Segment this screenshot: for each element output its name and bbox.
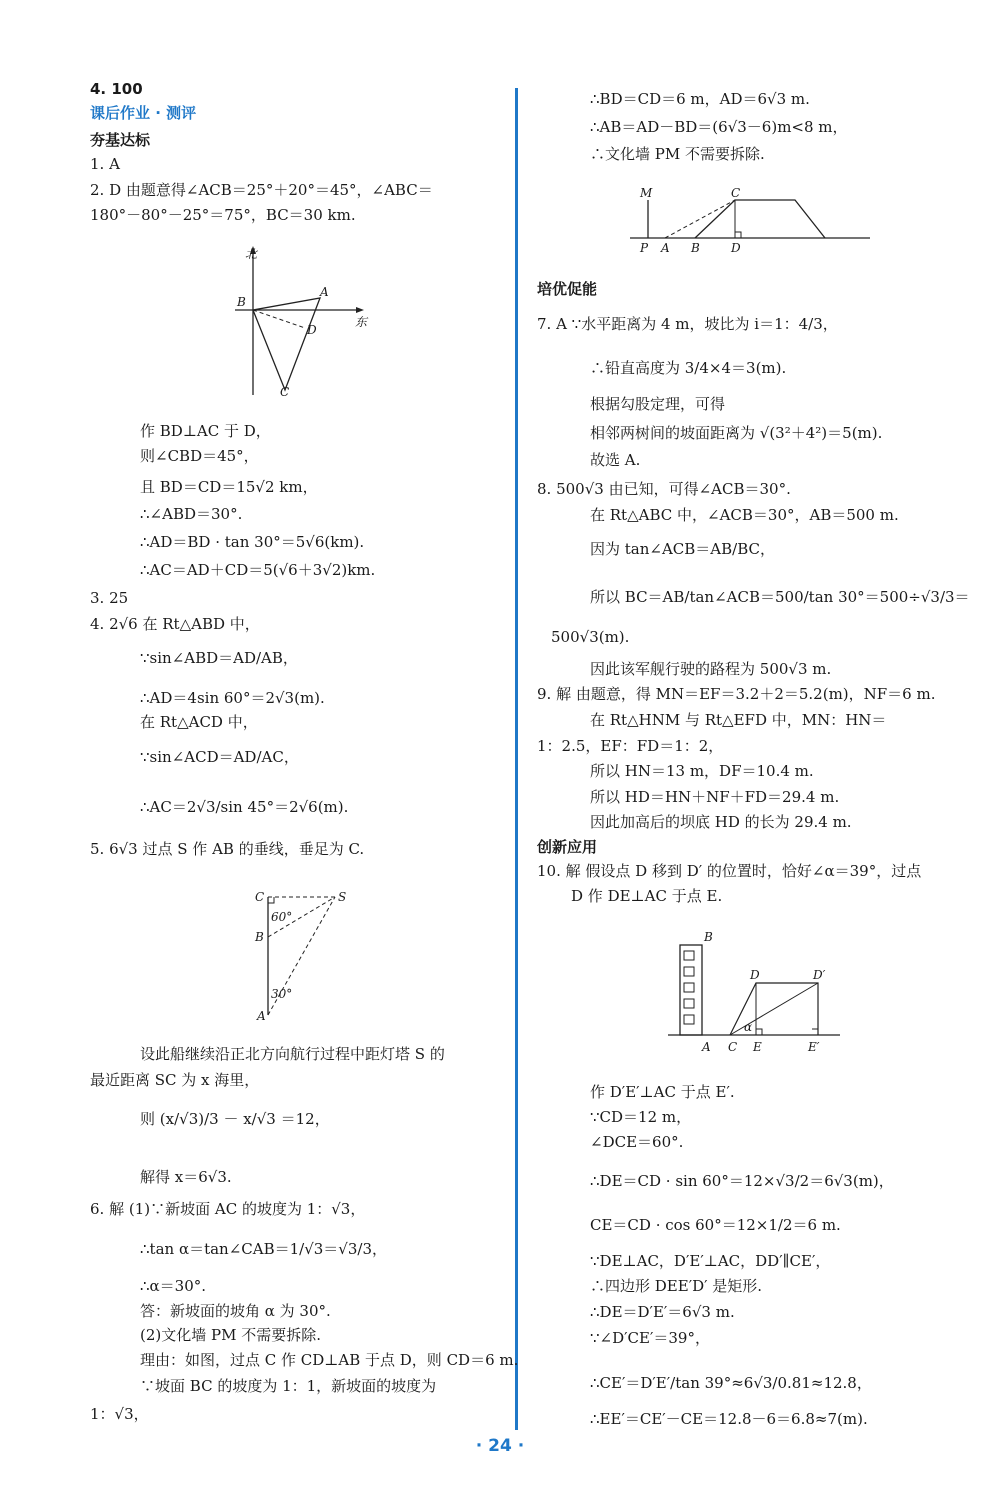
- left-text-line: 理由：如图，过点 C 作 CD⊥AB 于点 D，则 CD＝6 m.: [140, 1351, 519, 1369]
- right-text-line: 所以 HD＝HN＋NF＋FD＝29.4 m.: [590, 788, 840, 806]
- figure-bearing-triangle: [225, 240, 368, 400]
- right-text-line: D 作 DE⊥AC 于点 E.: [571, 887, 723, 905]
- left-text-line: 在 Rt△ACD 中，: [140, 713, 258, 731]
- left-text-line: ∴AC＝AD＋CD＝5(√6＋3√2)km.: [140, 561, 376, 579]
- right-text-line: 7. A ∵水平距离为 4 m，坡比为 i＝1：4/3，: [537, 315, 838, 333]
- fig1-north-label: 北: [245, 247, 258, 261]
- fig4-A-label: A: [702, 1040, 711, 1054]
- right-text-line: ∴DE＝CD · sin 60°＝12×√3/2＝6√3(m)，: [590, 1172, 894, 1190]
- fig4-Dprime-label: D′: [813, 968, 826, 982]
- right-text-line: 在 Rt△HNM 与 Rt△EFD 中，MN：HN＝: [590, 711, 887, 729]
- left-text-line: ∵坡面 BC 的坡度为 1：1，新坡面的坡度为: [140, 1377, 437, 1395]
- fig3-C-label: C: [731, 186, 741, 200]
- right-text-line: CE＝CD · cos 60°＝12×1/2＝6 m.: [590, 1216, 841, 1234]
- fig2-angle60: 60°: [271, 910, 293, 924]
- right-text-line: 因此加高后的坝底 HD 的长为 29.4 m.: [590, 813, 852, 831]
- figure-building: [668, 925, 843, 1055]
- left-text-line: 1. A: [90, 155, 120, 173]
- left-text-line: 2. D 由题意得∠ACB＝25°＋20°＝45°，∠ABC＝: [90, 181, 433, 199]
- fig2-A-label: A: [257, 1009, 266, 1023]
- right-text-line: 8. 500√3 由已知，可得∠ACB＝30°.: [537, 480, 791, 498]
- fig3-B-label: B: [691, 241, 700, 255]
- fig1-C-label: C: [280, 385, 290, 399]
- left-text-line: ∴∠ABD＝30°.: [140, 505, 243, 523]
- right-text-line: 故选 A.: [590, 451, 641, 469]
- figure-embankment: [630, 180, 875, 255]
- right-text-line: ∴四边形 DEE′D′ 是矩形.: [590, 1277, 763, 1295]
- fig1-A-label: A: [320, 285, 329, 299]
- right-text-line: 培优促能: [537, 280, 598, 298]
- fig4-E-label: E: [753, 1040, 762, 1054]
- right-text-line: ∴文化墙 PM 不需要拆除.: [590, 145, 765, 163]
- left-text-line: 且 BD＝CD＝15√2 km，: [140, 478, 318, 496]
- right-text-line: 作 D′E′⊥AC 于点 E′.: [590, 1083, 735, 1101]
- right-text-line: 因此该军舰行驶的路程为 500√3 m.: [590, 660, 832, 678]
- left-text-line: 夯基达标: [90, 131, 151, 149]
- left-text-line: ∴α＝30°.: [140, 1277, 207, 1295]
- right-text-line: ∴BD＝CD＝6 m，AD＝6√3 m.: [590, 90, 810, 108]
- fig1-D-label: D: [307, 323, 317, 337]
- left-text-line: 则∠CBD＝45°，: [140, 447, 259, 465]
- fig4-C-label: C: [728, 1040, 738, 1054]
- right-text-line: 相邻两树间的坡面距离为 √(3²＋4²)＝5(m).: [590, 424, 883, 442]
- fig3-M-label: M: [640, 186, 653, 200]
- left-text-line: 180°－80°－25°＝75°，BC＝30 km.: [90, 206, 356, 224]
- left-text-line: 最近距离 SC 为 x 海里，: [90, 1071, 260, 1089]
- right-text-line: 10. 解 假设点 D 移到 D′ 的位置时，恰好∠α＝39°，过点: [537, 862, 922, 880]
- fig3-A-label: A: [661, 241, 670, 255]
- right-text-line: ∴AB＝AD－BD＝(6√3－6)m<8 m，: [590, 118, 848, 136]
- right-text-line: 所以 HN＝13 m，DF＝10.4 m.: [590, 762, 814, 780]
- right-text-line: ∠DCE＝60°.: [590, 1133, 684, 1151]
- right-text-line: ∵∠D′CE′＝39°，: [590, 1329, 710, 1347]
- right-text-line: 9. 解 由题意，得 MN＝EF＝3.2＋2＝5.2(m)，NF＝6 m.: [537, 685, 936, 703]
- right-text-line: ∴EE′＝CE′－CE＝12.8－6＝6.8≈7(m).: [590, 1410, 868, 1428]
- right-text-line: 所以 BC＝AB/tan∠ACB＝500/tan 30°＝500÷√3/3＝: [590, 588, 970, 606]
- fig2-B-label: B: [255, 930, 264, 944]
- left-text-line: 1：√3，: [90, 1405, 149, 1423]
- right-text-line: 1：2.5，EF：FD＝1：2，: [537, 737, 724, 755]
- fig2-C-label: C: [255, 890, 265, 904]
- right-text-line: ∵DE⊥AC，D′E′⊥AC，DD′∥CE′，: [590, 1252, 831, 1270]
- fig4-alpha-label: α: [744, 1020, 753, 1034]
- fig2-S-label: S: [338, 890, 347, 904]
- figure-lighthouse: [250, 885, 360, 1025]
- fig2-angle30: 30°: [271, 987, 293, 1001]
- page-number: · 24 ·: [475, 1436, 525, 1456]
- fig1-east-label: 东: [355, 315, 368, 329]
- fig4-D-label: D: [750, 968, 760, 982]
- left-text-line: 5. 6√3 过点 S 作 AB 的垂线，垂足为 C.: [90, 840, 365, 858]
- right-text-line: ∵CD＝12 m，: [590, 1108, 692, 1126]
- right-text-line: 根据勾股定理，可得: [590, 395, 726, 413]
- left-text-line: 课后作业 · 测评: [90, 104, 197, 122]
- left-text-line: ∴AD＝BD · tan 30°＝5√6(km).: [140, 533, 365, 551]
- fig4-Eprime-label: E′: [808, 1040, 820, 1054]
- left-text-line: 作 BD⊥AC 于 D，: [140, 422, 271, 440]
- right-text-line: 创新应用: [537, 838, 598, 856]
- left-text-line: ∵sin∠ABD＝AD/AB，: [140, 649, 298, 667]
- right-text-line: ∴铅直高度为 3/4×4＝3(m).: [590, 359, 787, 377]
- fig3-D-label: D: [731, 241, 741, 255]
- left-text-line: ∴tan α＝tan∠CAB＝1/√3＝√3/3，: [140, 1240, 388, 1258]
- left-text-line: 3. 25: [90, 589, 129, 607]
- fig1-B-label: B: [237, 295, 246, 309]
- right-text-line: 500√3(m).: [551, 628, 630, 646]
- right-text-line: 在 Rt△ABC 中，∠ACB＝30°，AB＝500 m.: [590, 506, 899, 524]
- fig4-B-label: B: [704, 930, 713, 944]
- left-text-line: ∵sin∠ACD＝AD/AC，: [140, 748, 299, 766]
- left-text-line: 设此船继续沿正北方向航行过程中距灯塔 S 的: [140, 1045, 445, 1063]
- left-text-line: 4. 2√6 在 Rt△ABD 中，: [90, 615, 260, 633]
- left-text-line: 则 (x/√3)/3 － x/√3 ＝12，: [140, 1110, 330, 1128]
- left-text-line: 4. 100: [90, 80, 143, 98]
- left-text-line: (2)文化墙 PM 不需要拆除.: [140, 1326, 322, 1344]
- left-text-line: 答：新坡面的坡角 α 为 30°.: [140, 1302, 331, 1320]
- fig3-P-label: P: [640, 241, 649, 255]
- right-text-line: 因为 tan∠ACB＝AB/BC，: [590, 540, 775, 558]
- left-text-line: ∴AC＝2√3/sin 45°＝2√6(m).: [140, 798, 349, 816]
- left-text-line: ∴AD＝4sin 60°＝2√3(m).: [140, 689, 325, 707]
- right-text-line: ∴DE＝D′E′＝6√3 m.: [590, 1303, 735, 1321]
- right-text-line: ∴CE′＝D′E′/tan 39°≈6√3/0.81≈12.8，: [590, 1374, 872, 1392]
- left-text-line: 解得 x＝6√3.: [140, 1168, 232, 1186]
- left-text-line: 6. 解 (1)∵新坡面 AC 的坡度为 1：√3，: [90, 1200, 366, 1218]
- column-divider: [515, 88, 518, 1430]
